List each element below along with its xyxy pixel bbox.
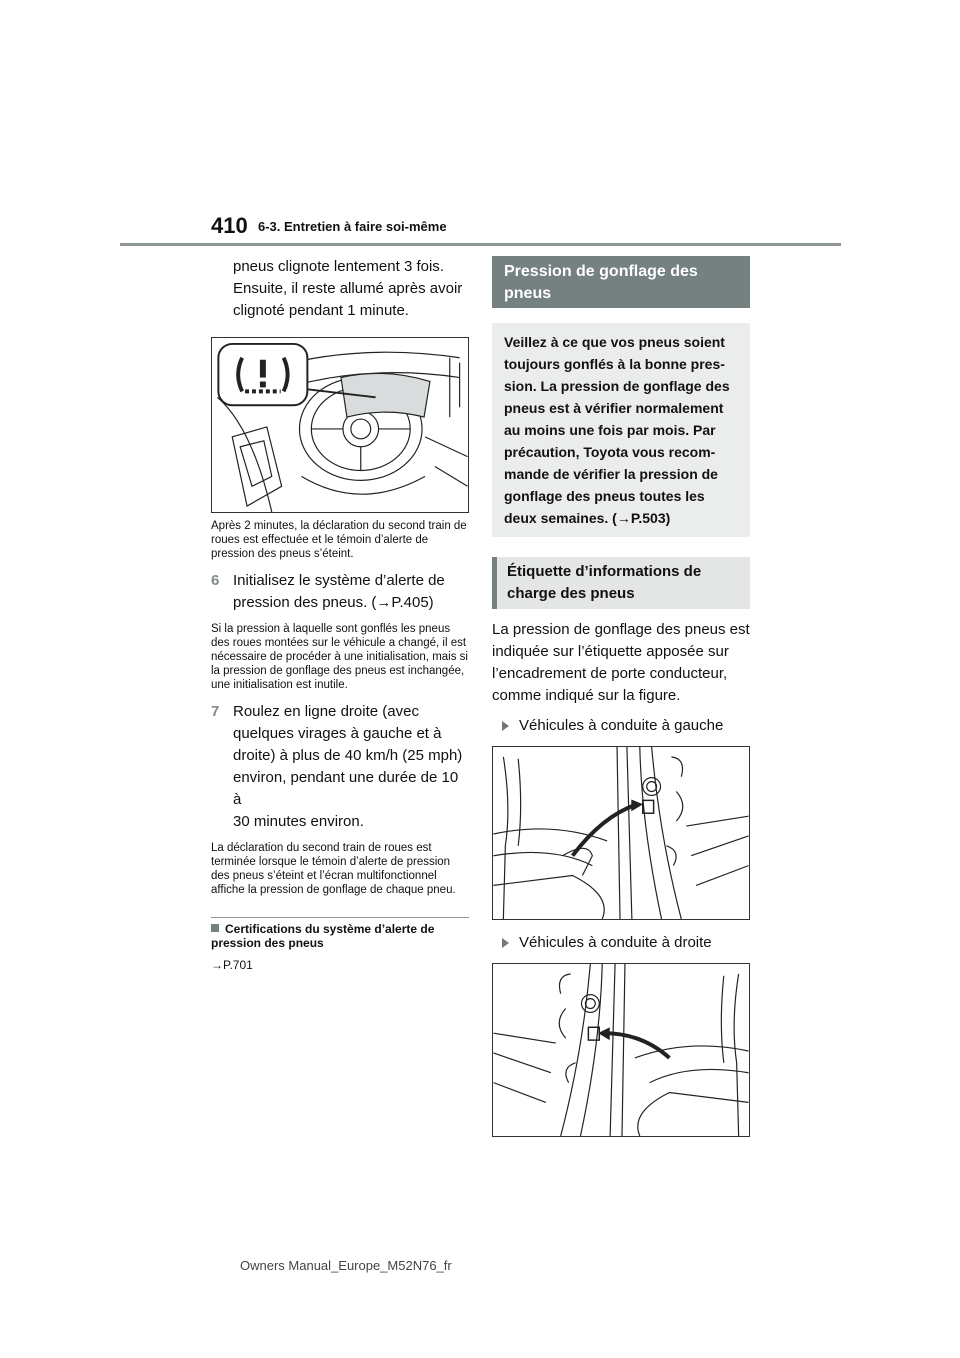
step-line: 30 minutes environ. <box>233 813 364 830</box>
step-line: Roulez en ligne droite (avec <box>233 703 419 720</box>
step-7 <box>211 701 469 833</box>
label-line: l’encadrement de porte conducteur, <box>492 665 728 682</box>
label-heading: Étiquette d’informations de charge des pneus <box>492 557 750 609</box>
lhd-door-figure <box>492 746 750 920</box>
rhd-door-illustration <box>493 964 749 1136</box>
pressure-heading: Pression de gonflage des pneus <box>492 256 750 308</box>
step-number: 7 <box>211 703 220 720</box>
step-6 <box>211 570 469 614</box>
page-number: 410 <box>211 213 248 238</box>
left-column <box>211 256 469 972</box>
pressure-line: précaution, Toyota vous recom- <box>504 444 716 460</box>
lhd-door-illustration <box>493 747 749 919</box>
square-bullet-icon <box>211 924 219 932</box>
arrow-right-bullet-icon <box>502 938 509 948</box>
rhd-label-text: Véhicules à conduite à droite <box>519 934 712 951</box>
pressure-line: au moins une fois par mois. Par <box>504 422 716 438</box>
header-rule <box>120 243 841 246</box>
rhd-door-figure <box>492 963 750 1137</box>
tire-pressure-warning-icon <box>218 344 307 405</box>
cert-heading <box>211 922 469 950</box>
pressure-line: toujours gonflés à la bonne pres- <box>504 356 725 372</box>
footer-manual-id: Owners Manual_Europe_M52N76_fr <box>240 1258 452 1273</box>
step-number: 6 <box>211 572 220 589</box>
arrow-right-bullet-icon <box>502 721 509 731</box>
intro-line: clignoté pendant 1 minute. <box>233 302 409 319</box>
cert-rule <box>211 917 469 918</box>
step-6-note: Si la pression à laquelle sont gonflés les pneus des roues montées sur le véhicule a changé, il est nécessaire de procéder à une initialisation, mais si la pression de gonflage des pneus est inchangée, une initialisation est inutile. <box>211 623 468 691</box>
intro-text <box>211 256 469 322</box>
label-line: indiquée sur l’étiquette apposée sur <box>492 643 729 660</box>
pressure-line: mande de vérifier la pression de <box>504 466 718 482</box>
section-title: 6-3. Entretien à faire soi-même <box>258 219 447 234</box>
step-line: environ, pendant une durée de 10 à <box>233 769 459 808</box>
pressure-line: Veillez à ce que vos pneus soient <box>504 334 725 350</box>
pressure-info-box <box>492 323 750 537</box>
pressure-line: gonflage des pneus toutes les <box>504 488 705 504</box>
figure-caption: Après 2 minutes, la déclaration du second train de roues est effectuée et le témoin d’alerte de pression des pneus s’éteint. <box>211 520 467 560</box>
intro-line: pneus clignote lentement 3 fois. <box>233 258 444 275</box>
right-column <box>492 256 750 1137</box>
step-line: Initialisez le système d’alerte de <box>233 572 445 589</box>
intro-line: Ensuite, il reste allumé après avoir <box>233 280 463 297</box>
label-text <box>492 619 750 707</box>
rhd-label <box>492 932 750 954</box>
pressure-line: sion. La pression de gonflage des <box>504 378 730 394</box>
pressure-line: deux semaines. (→P.503) <box>504 510 671 526</box>
lhd-label <box>492 715 750 737</box>
step-line: droite) à plus de 40 km/h (25 mph) <box>233 747 463 764</box>
dashboard-illustration <box>212 338 468 512</box>
label-line: La pression de gonflage des pneus est <box>492 621 750 638</box>
label-line: comme indiqué sur la figure. <box>492 687 681 704</box>
lhd-label-text: Véhicules à conduite à gauche <box>519 717 724 734</box>
step-line: pression des pneus. (→P.405) <box>233 594 434 611</box>
step-line: quelques virages à gauche et à <box>233 725 442 742</box>
pressure-line: pneus est à vérifier normalement <box>504 400 724 416</box>
cert-heading-text: Certifications du système d’alerte de pression des pneus <box>211 922 435 950</box>
dashboard-figure <box>211 337 469 513</box>
step-7-note: La déclaration du second train de roues est terminée lorsque le témoin d’alerte de pression des pneus s’éteint et l’écran multifonctionnel affiche la pression de gonflage de chaque pneu. <box>211 842 456 896</box>
cert-reference-link[interactable]: →P.701 <box>211 958 253 972</box>
